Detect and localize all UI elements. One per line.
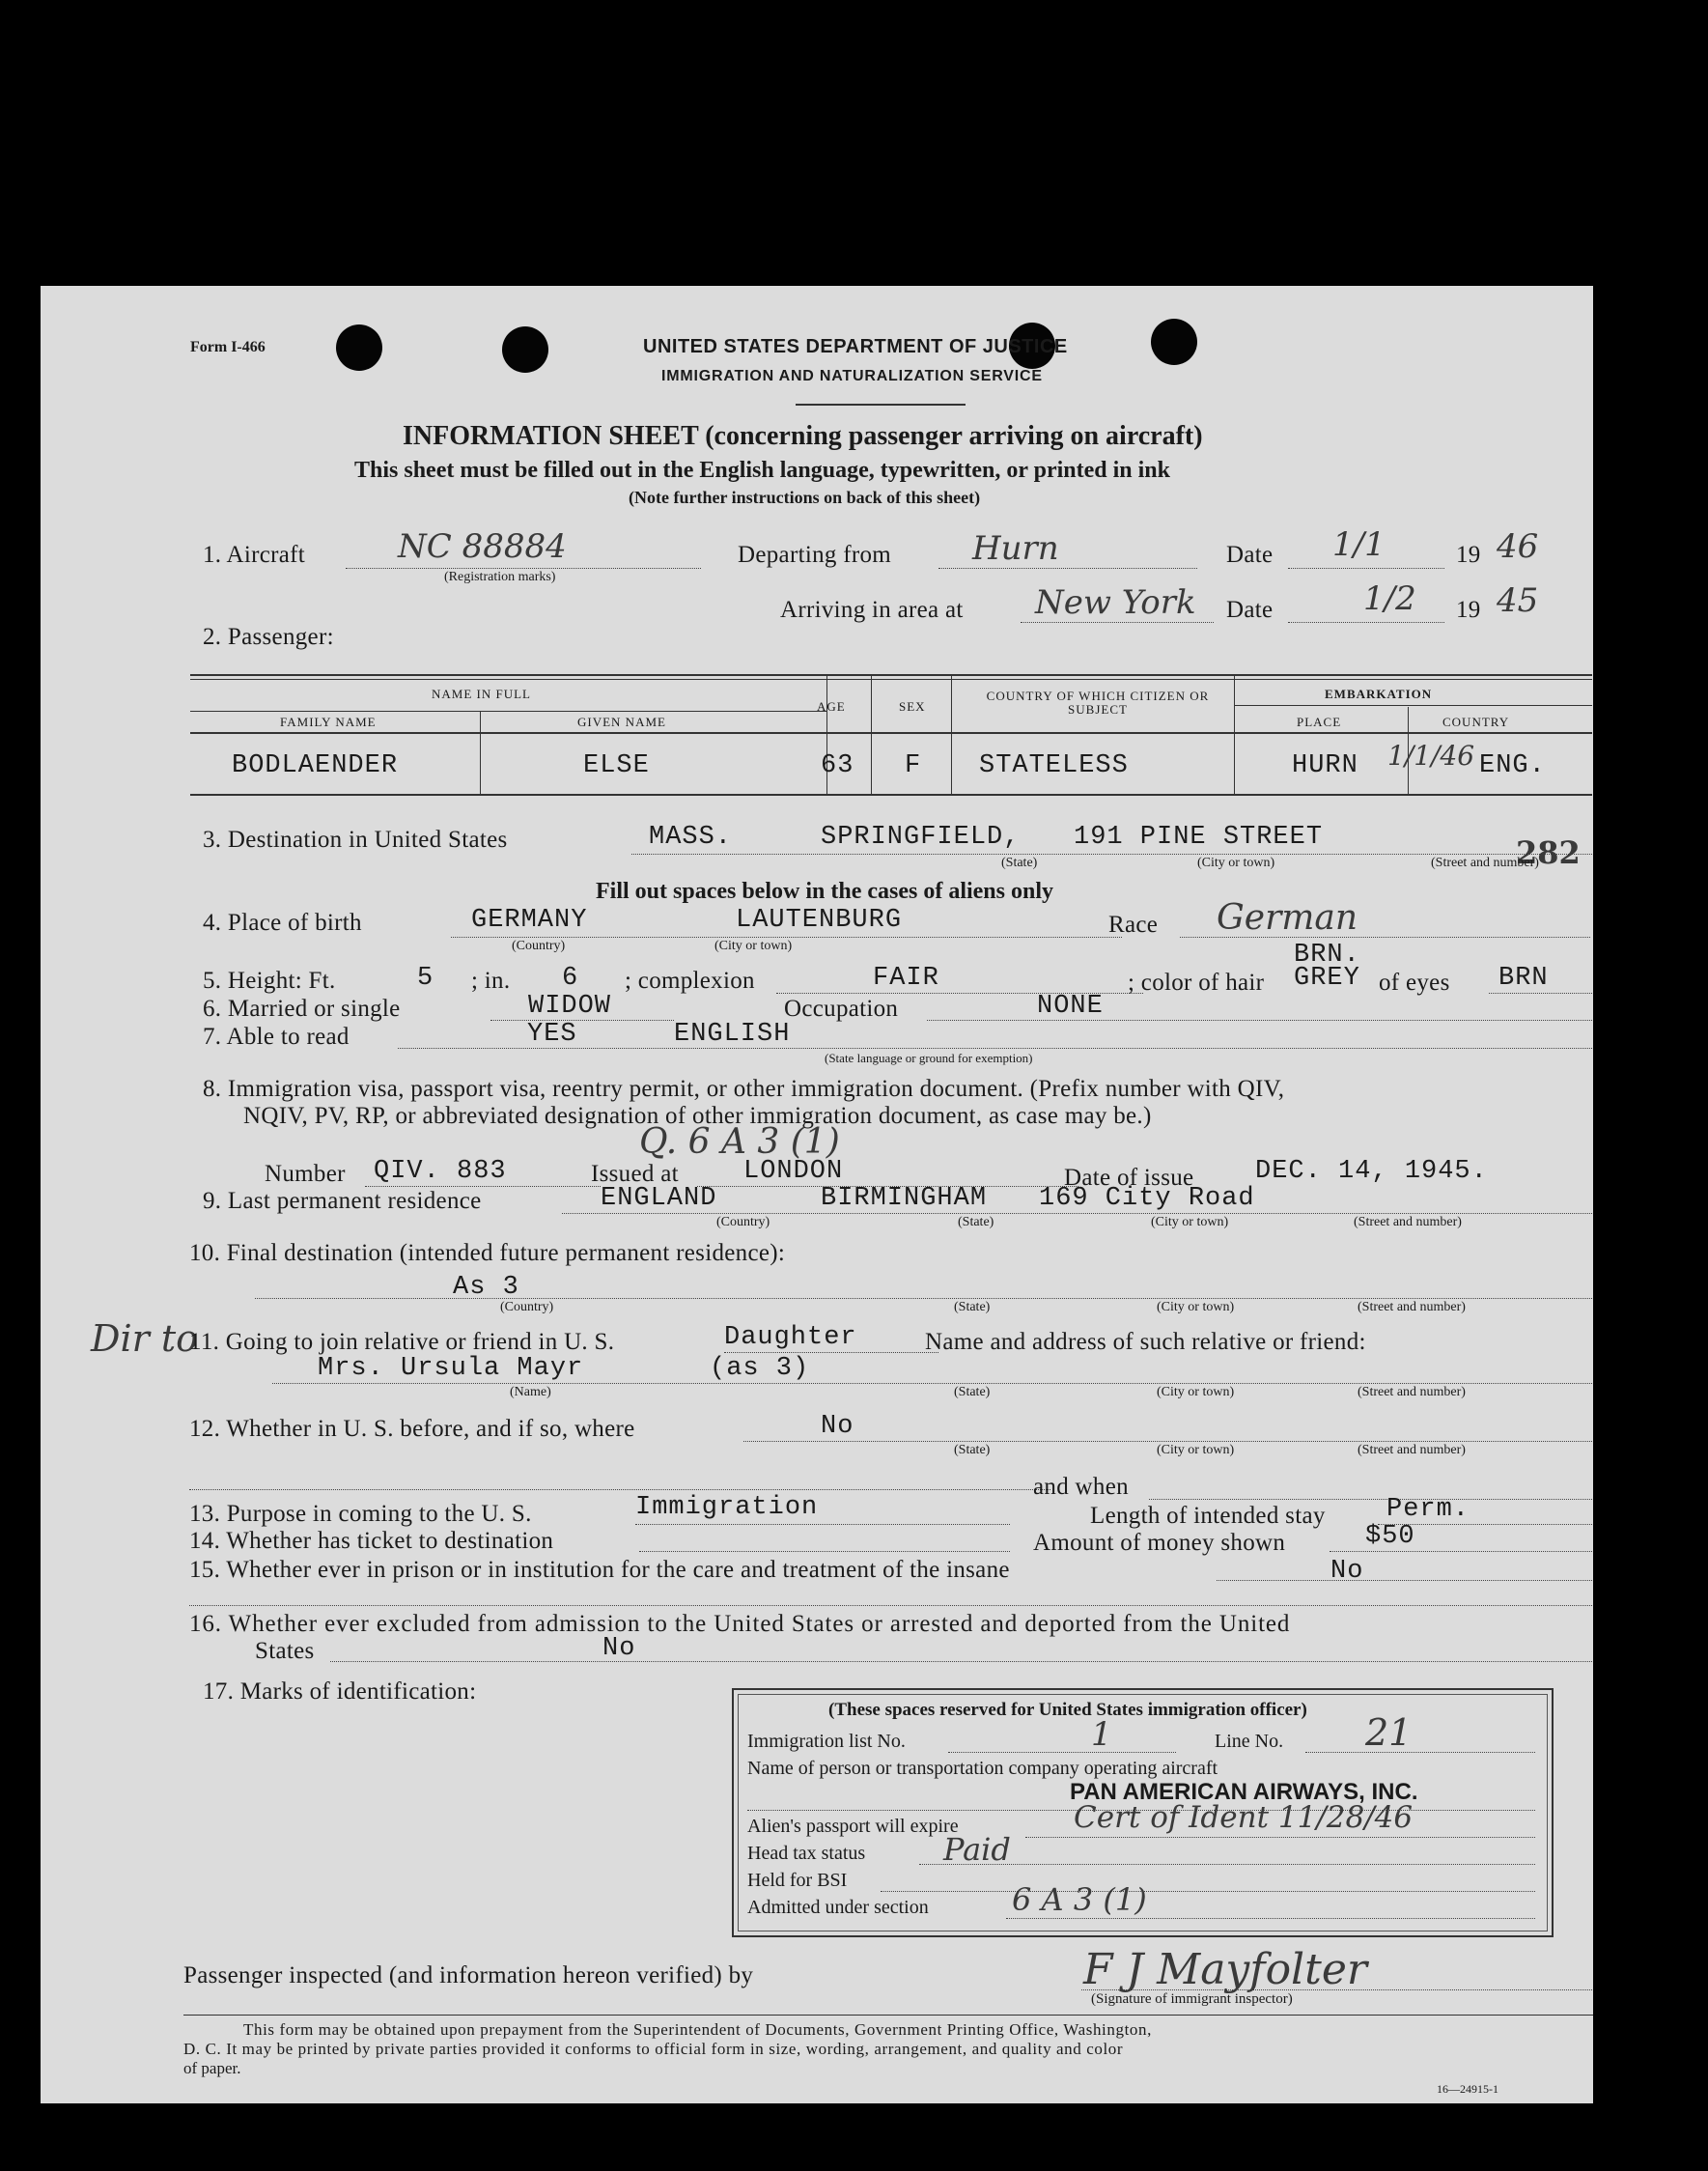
us-before-city-caption: (City or town) [1157, 1443, 1235, 1457]
family-name-value: BODLAENDER [232, 751, 399, 780]
sheet-note: (Note further instructions on back of this sheet) [629, 488, 981, 507]
admitted-label: Admitted under section [747, 1897, 929, 1918]
money-label: Amount of money shown [1033, 1530, 1286, 1556]
and-when-label: and when [1033, 1474, 1129, 1500]
relation-value: Daughter [724, 1323, 857, 1352]
place-header: PLACE [1297, 715, 1342, 729]
embarkation-header: EMBARKATION [1325, 687, 1433, 701]
punch-hole-1 [336, 324, 382, 371]
purpose-line [635, 1524, 1010, 1525]
arrive-date-line [1288, 622, 1444, 623]
head-tax-value: Paid [943, 1831, 1011, 1868]
relative-state-caption: (State) [954, 1385, 991, 1399]
occupation-value: NONE [1037, 992, 1104, 1021]
footer-code: 16—24915-1 [1437, 2082, 1498, 2096]
hair-extra-value: BRN. [1294, 941, 1360, 970]
excluded-label-line2: States [255, 1638, 315, 1664]
footer-text-1: This form may be obtained upon prepayment from the Superintendent of Documents, Government Printing Office, Washington, [243, 2020, 1152, 2039]
bsi-line [881, 1891, 1535, 1892]
height-label: 5. Height: Ft. [203, 968, 336, 994]
excluded-value: No [602, 1634, 636, 1663]
hair-value: GREY [1294, 964, 1360, 993]
dest-state-value: MASS. [649, 823, 733, 852]
departing-from-value: Hurn [972, 529, 1059, 568]
read-label: 7. Able to read [203, 1024, 350, 1050]
final-street-caption: (Street and number) [1358, 1300, 1466, 1314]
occupation-label: Occupation [784, 996, 899, 1022]
sheet-title: INFORMATION SHEET (concerning passenger arriving on aircraft) [403, 421, 1203, 451]
arrive-date-label: Date [1226, 597, 1274, 623]
head-tax-label: Head tax status [747, 1843, 866, 1864]
aircraft-line [346, 568, 701, 569]
operator-label: Name of person or transportation company operating aircraft [747, 1758, 1218, 1779]
relative-name-caption: (Name) [510, 1385, 551, 1399]
us-before-line2 [189, 1489, 1050, 1490]
join-line [724, 1352, 938, 1353]
age-value: 63 [821, 751, 854, 780]
excluded-line [330, 1661, 1592, 1662]
dest-city-caption: (City or town) [1197, 856, 1275, 870]
list-no-value: 1 [1091, 1715, 1112, 1754]
prison-line2 [189, 1605, 1592, 1606]
res-country-caption: (Country) [716, 1215, 770, 1229]
ticket-label: 14. Whether has ticket to destination [189, 1528, 554, 1554]
given-name-value: ELSE [583, 751, 650, 780]
margin-handwritten-note: Dir to [91, 1317, 199, 1360]
height-ft-value: 5 [417, 964, 434, 993]
relative-name-value: Mrs. Ursula Mayr [318, 1354, 584, 1383]
visa-label-line2: NQIV, PV, RP, or abbreviated designation of other immigration document, as case may be.) [243, 1103, 1152, 1129]
dest-handwritten: 282 [1516, 834, 1581, 871]
sex-value: F [905, 751, 922, 780]
eyes-value: BRN [1498, 964, 1549, 993]
document-sheet [41, 286, 1593, 2103]
inspected-label: Passenger inspected (and information hereon verified) by [183, 1962, 754, 1988]
final-city-caption: (City or town) [1157, 1300, 1235, 1314]
admitted-value: 6 A 3 (1) [1012, 1881, 1147, 1918]
relative-line [272, 1383, 1592, 1384]
departing-line [938, 568, 1197, 569]
complexion-label: ; complexion [625, 968, 755, 994]
ticket-line [639, 1551, 1010, 1552]
issued-at-label: Issued at [591, 1161, 679, 1187]
operator-value: PAN AMERICAN AIRWAYS, INC. [1070, 1779, 1418, 1805]
excluded-label-line1: 16. Whether ever excluded from admission to the United States or arrested and deported from the United [189, 1611, 1291, 1637]
depart-year-prefix: 19 [1456, 542, 1481, 568]
birthplace-line [451, 937, 1122, 938]
complexion-value: FAIR [873, 964, 939, 993]
line-no-line [1305, 1752, 1535, 1753]
embarkation-handwritten: 1/1/46 [1387, 740, 1475, 772]
country-header: COUNTRY [1442, 715, 1510, 729]
passenger-label: 2. Passenger: [203, 624, 334, 650]
passport-line [1025, 1837, 1535, 1838]
sex-header: SEX [899, 699, 926, 714]
officer-box-title: (These spaces reserved for United States immigration officer) [828, 1700, 1307, 1720]
header-rule [796, 404, 966, 406]
us-before-state-caption: (State) [954, 1443, 991, 1457]
birth-country-value: GERMANY [471, 906, 588, 935]
dest-street-caption: (Street and number) [1431, 856, 1539, 870]
arriving-line [1021, 622, 1214, 623]
form-number: Form I-466 [190, 339, 266, 355]
final-country-caption: (Country) [500, 1300, 554, 1314]
arriving-label: Arriving in area at [780, 597, 964, 623]
arrive-date-value: 1/2 [1363, 579, 1416, 618]
citizen-value: STATELESS [979, 751, 1129, 780]
stay-value: Perm. [1386, 1495, 1470, 1524]
join-label: 11. Going to join relative or friend in U. S. [189, 1329, 615, 1355]
departing-from-label: Departing from [738, 542, 892, 568]
line-no-value: 21 [1365, 1711, 1413, 1754]
passport-expire-label: Alien's passport will expire [747, 1816, 959, 1837]
race-label: Race [1108, 912, 1159, 938]
inspector-signature: F J Mayfolter [1083, 1945, 1367, 1994]
us-before-label: 12. Whether in U. S. before, and if so, where [189, 1416, 635, 1442]
passport-expire-value: Cert of Ident 11/28/46 [1074, 1800, 1414, 1835]
arriving-value: New York [1035, 583, 1196, 622]
footer-text-3: of paper. [183, 2059, 241, 2077]
visa-handwritten: Q. 6 A 3 (1) [639, 1122, 840, 1162]
service-title: IMMIGRATION AND NATURALIZATION SERVICE [661, 368, 1043, 384]
relative-street-caption: (Street and number) [1358, 1385, 1466, 1399]
birth-city-caption: (City or town) [714, 939, 793, 953]
arrive-year-value: 45 [1497, 581, 1539, 620]
birth-country-caption: (Country) [512, 939, 566, 953]
footer-text-2: D. C. It may be printed by private parties provided it conforms to official form in size, wording, arrangement, and quality and color [183, 2040, 1124, 2058]
number-value: QIV. 883 [374, 1157, 507, 1186]
marital-value: WIDOW [528, 992, 612, 1021]
hair-label: ; color of hair [1128, 970, 1265, 996]
money-value: $50 [1365, 1522, 1415, 1551]
dest-city-value: SPRINGFIELD, [821, 823, 1021, 852]
depart-year-value: 46 [1497, 527, 1539, 566]
aircraft-label: 1. Aircraft [203, 542, 306, 568]
read-language-value: ENGLISH [674, 1020, 791, 1049]
us-before-value: No [821, 1412, 854, 1441]
name-in-full-header: NAME IN FULL [432, 687, 531, 701]
eyes-label: of eyes [1379, 970, 1450, 996]
depart-date-label: Date [1226, 542, 1274, 568]
age-header: AGE [817, 699, 846, 714]
marks-label: 17. Marks of identification: [203, 1678, 477, 1705]
final-dest-value: As 3 [453, 1273, 519, 1302]
height-in-value: 6 [562, 964, 579, 993]
depart-date-line [1288, 568, 1444, 569]
department-title: UNITED STATES DEPARTMENT OF JUSTICE [643, 336, 1068, 357]
list-no-line [948, 1752, 1176, 1753]
citizen-header: COUNTRY OF WHICH CITIZEN OR SUBJECT [986, 689, 1210, 717]
number-label: Number [265, 1161, 346, 1187]
aliens-only-note: Fill out spaces below in the cases of aliens only [596, 879, 1054, 904]
res-country-value: ENGLAND [601, 1184, 717, 1213]
registration-marks-caption: (Registration marks) [444, 570, 556, 584]
arrive-year-prefix: 19 [1456, 597, 1481, 623]
punch-hole-2 [502, 326, 548, 373]
height-in-label: ; in. [471, 968, 511, 994]
visa-label-line1: 8. Immigration visa, passport visa, reentry permit, or other immigration document. (Prefix number with QIV, [203, 1076, 1285, 1102]
residence-label: 9. Last permanent residence [203, 1188, 482, 1214]
signature-caption: (Signature of immigrant inspector) [1091, 1991, 1293, 2007]
line-no-label: Line No. [1215, 1731, 1284, 1752]
purpose-value: Immigration [635, 1493, 819, 1522]
race-value: German [1217, 898, 1358, 938]
destination-line [631, 854, 1592, 855]
number-line [365, 1186, 601, 1187]
res-city-value: 169 City Road [1039, 1184, 1255, 1213]
stay-label: Length of intended stay [1090, 1503, 1326, 1529]
punch-hole-4 [1151, 319, 1197, 365]
final-dest-label: 10. Final destination (intended future permanent residence): [189, 1240, 786, 1266]
admitted-line [1006, 1918, 1535, 1919]
purpose-label: 13. Purpose in coming to the U. S. [189, 1501, 532, 1527]
prison-value: No [1330, 1557, 1364, 1586]
relative-city-caption: (City or town) [1157, 1385, 1235, 1399]
depart-date-value: 1/1 [1332, 525, 1386, 564]
marital-label: 6. Married or single [203, 996, 401, 1022]
dest-state-caption: (State) [1001, 856, 1038, 870]
sheet-instruction: This sheet must be filled out in the English language, typewritten, or printed in ink [354, 458, 1170, 483]
relative-address-value: (as 3) [710, 1354, 810, 1383]
embarkation-country-value: ENG. [1479, 751, 1546, 780]
eyes-line [1489, 993, 1592, 994]
date-of-issue-value: DEC. 14, 1945. [1255, 1157, 1488, 1186]
prison-label: 15. Whether ever in prison or in institution for the care and treatment of the insane [189, 1557, 1010, 1583]
res-state-value: BIRMINGHAM [821, 1184, 988, 1213]
given-name-header: GIVEN NAME [577, 715, 666, 729]
birth-city-value: LAUTENBURG [736, 906, 903, 935]
dest-street-value: 191 PINE STREET [1074, 823, 1324, 852]
date-of-issue-label: Date of issue [1064, 1165, 1194, 1191]
res-state-caption: (State) [958, 1215, 994, 1229]
us-before-street-caption: (Street and number) [1358, 1443, 1466, 1457]
us-before-line [743, 1441, 1592, 1442]
read-caption: (State language or ground for exemption) [825, 1051, 1033, 1065]
prison-line [1217, 1580, 1592, 1581]
and-when-line [1149, 1499, 1592, 1500]
embarkation-place-value: HURN [1292, 751, 1358, 780]
bsi-label: Held for BSI [747, 1870, 848, 1891]
residence-line [562, 1213, 1592, 1214]
occupation-line [927, 1020, 1592, 1021]
money-line [1330, 1551, 1592, 1552]
family-name-header: FAMILY NAME [280, 715, 377, 729]
destination-label: 3. Destination in United States [203, 827, 508, 853]
head-tax-line [919, 1864, 1535, 1865]
list-no-label: Immigration list No. [747, 1731, 906, 1752]
final-state-caption: (State) [954, 1300, 991, 1314]
relative-address-label: Name and address of such relative or friend: [925, 1329, 1366, 1355]
birthplace-label: 4. Place of birth [203, 910, 362, 936]
issued-at-value: LONDON [743, 1157, 844, 1186]
read-yes-value: YES [527, 1020, 577, 1049]
aircraft-value: NC 88884 [398, 527, 567, 566]
res-city-caption: (City or town) [1151, 1215, 1229, 1229]
footer-rule [183, 2015, 1593, 2016]
res-street-caption: (Street and number) [1354, 1215, 1462, 1229]
